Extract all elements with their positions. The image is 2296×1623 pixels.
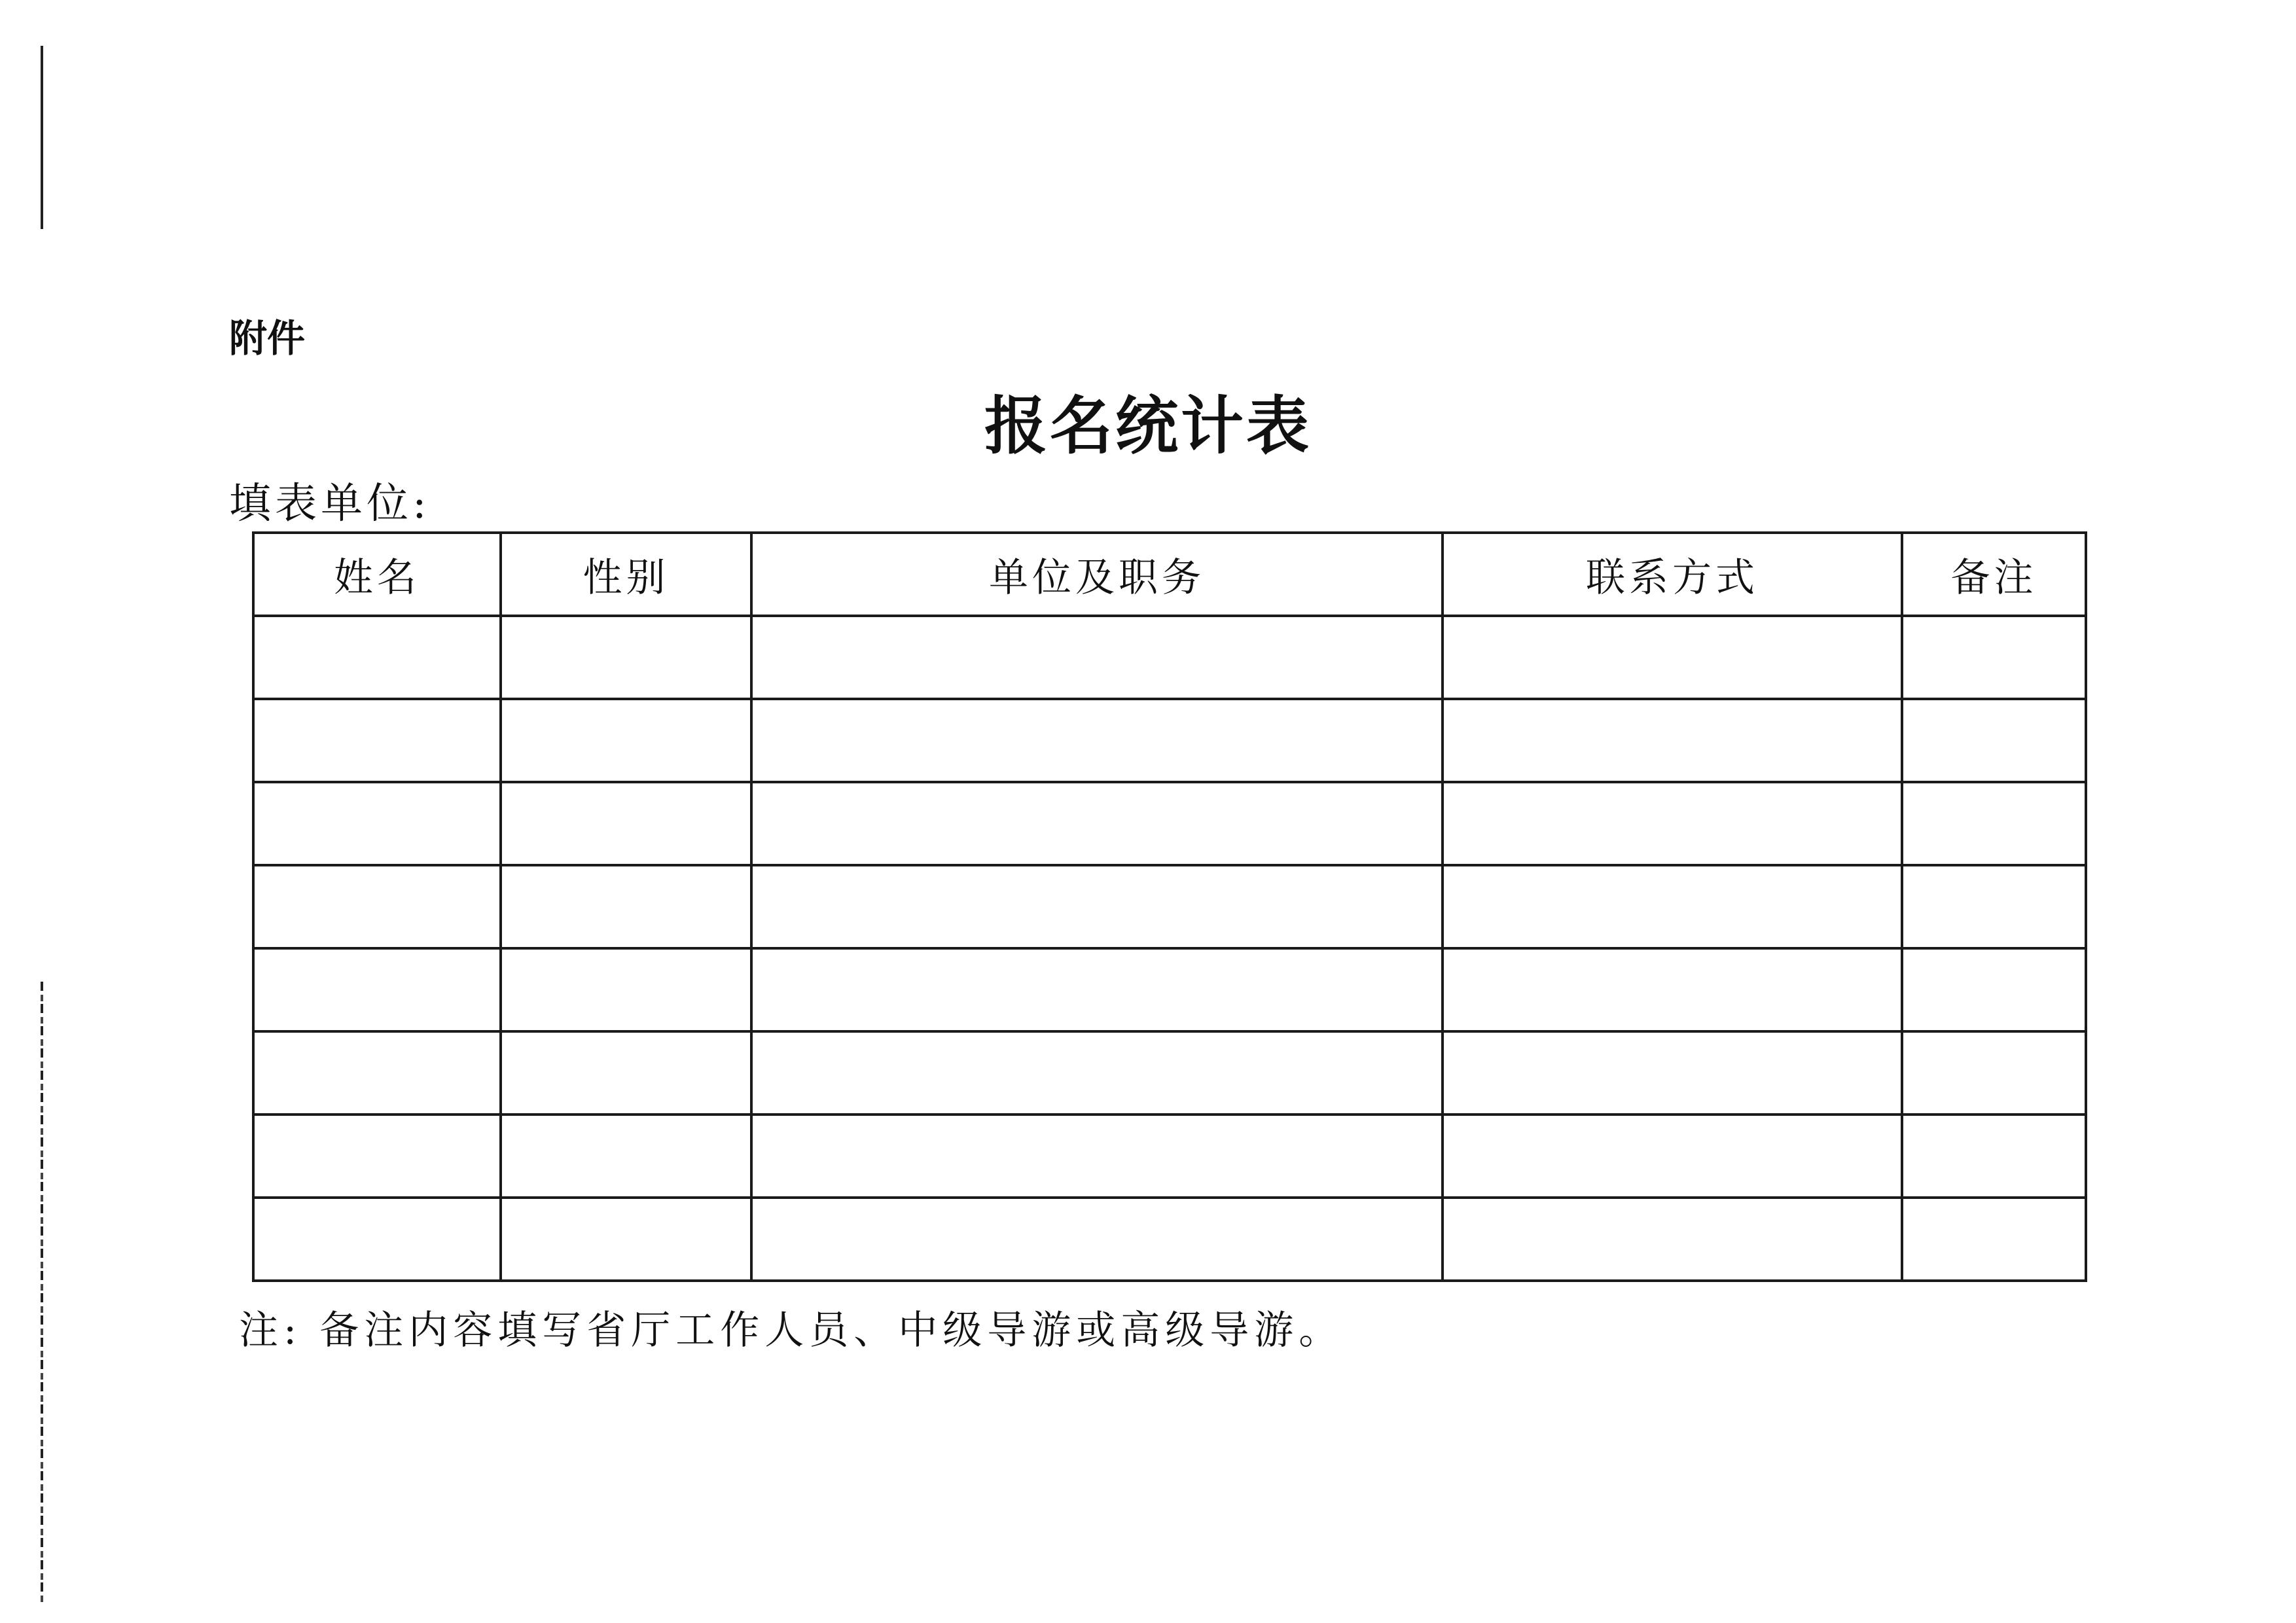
table-cell-empty: [751, 948, 1443, 1031]
table-cell-empty: [501, 699, 751, 782]
scan-edge-mark: [41, 46, 43, 229]
table-cell-empty: [1902, 865, 2086, 948]
table-cell-empty: [751, 616, 1443, 699]
footnote: 注: 备注内容填写省厅工作人员、中级导游或高级导游。: [239, 1308, 1344, 1353]
table-cell-empty: [751, 1198, 1443, 1281]
table-row: [253, 782, 2086, 865]
table-cell-empty: [1443, 616, 1902, 699]
table-row: [253, 1031, 2086, 1115]
table-row: [253, 948, 2086, 1031]
table-cell-empty: [1902, 699, 2086, 782]
table-cell-empty: [501, 782, 751, 865]
table-header-row: [253, 533, 2086, 616]
table-cell-empty: [253, 782, 501, 865]
table-cell-empty: [751, 699, 1443, 782]
table-cell-empty: [501, 948, 751, 1031]
table-row: [253, 1198, 2086, 1281]
table-cell-empty: [1902, 782, 2086, 865]
table-row: [253, 616, 2086, 699]
table-cell-empty: [1443, 782, 1902, 865]
table-cell-empty: [751, 865, 1443, 948]
table-cell-empty: [1443, 948, 1902, 1031]
table-cell-empty: [253, 948, 501, 1031]
table-cell-empty: [1443, 1031, 1902, 1115]
registration-table: [252, 531, 2087, 1282]
table-row: [253, 1115, 2086, 1198]
table-cell-empty: [253, 616, 501, 699]
header-name: 姓名: [253, 533, 501, 616]
table-cell-empty: [253, 1031, 501, 1115]
table-row: [253, 865, 2086, 948]
scan-edge-mark: [41, 982, 43, 1603]
table-cell-empty: [1902, 1115, 2086, 1198]
table-cell-empty: [1443, 1198, 1902, 1281]
table-cell-empty: [253, 865, 501, 948]
header-contact: 联系方式: [1443, 533, 1902, 616]
table-cell-empty: [253, 699, 501, 782]
table-cell-empty: [1443, 865, 1902, 948]
table-cell-empty: [751, 1115, 1443, 1198]
table-cell-empty: [1902, 616, 2086, 699]
table-cell-empty: [501, 1198, 751, 1281]
page-title: 报名统计表: [984, 389, 1312, 463]
attachment-label: 附件: [229, 316, 306, 361]
table-cell-empty: [253, 1115, 501, 1198]
table-cell-empty: [1902, 1198, 2086, 1281]
header-unit-position: 单位及职务: [751, 533, 1443, 616]
table-cell-empty: [1902, 1031, 2086, 1115]
table-cell-empty: [501, 865, 751, 948]
fill-unit-label: 填表单位:: [229, 480, 431, 528]
table-cell-empty: [751, 1031, 1443, 1115]
table-cell-empty: [501, 616, 751, 699]
table-cell-empty: [1443, 699, 1902, 782]
table-cell-empty: [501, 1031, 751, 1115]
table-cell-empty: [501, 1115, 751, 1198]
header-gender: 性别: [501, 533, 751, 616]
header-remarks: 备注: [1902, 533, 2086, 616]
table-cell-empty: [1443, 1115, 1902, 1198]
table-cell-empty: [751, 782, 1443, 865]
table-cell-empty: [253, 1198, 501, 1281]
table-row: [253, 699, 2086, 782]
table-cell-empty: [1902, 948, 2086, 1031]
